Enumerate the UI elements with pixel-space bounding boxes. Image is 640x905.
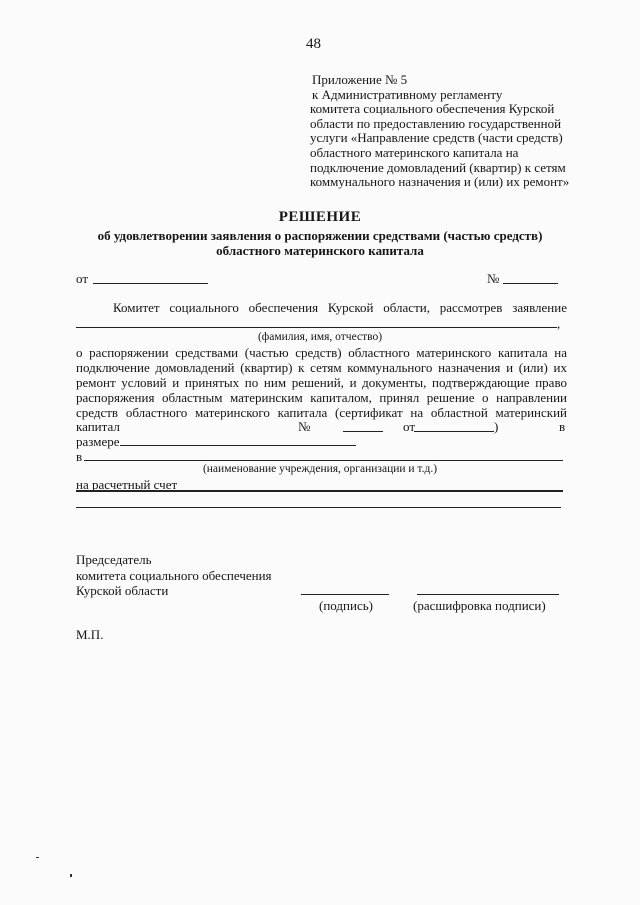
number-label: № [487,271,500,286]
scan-speck [36,857,39,858]
appendix-line: областного материнского капитала на [310,144,519,160]
number-field[interactable] [503,283,558,284]
name-caption: (фамилия, имя, отчество) [257,331,383,343]
applicant-name-field[interactable] [76,327,557,328]
certificate-date-field[interactable] [414,431,494,432]
date-label: от [76,271,89,286]
body-line: распоряжения областным материнским капиталом, принял решение о направлении [76,390,567,405]
intro-text: Комитет социального обеспечения Курской области, рассмотрев заявление [113,300,567,315]
stamp-label: М.П. [76,627,104,642]
capital-number-label: № [298,419,311,434]
capital-in-label: в [559,419,566,434]
scan-speck [70,874,72,877]
amount-field[interactable] [120,445,356,446]
signature-decode-field[interactable] [417,594,559,595]
account-label: на расчетный счет [76,477,178,492]
in-label: в [76,449,83,464]
signature-caption: (подпись) [319,598,373,613]
appendix-header [310,73,569,190]
document-title: РЕШЕНИЕ [278,209,362,225]
signatory-line: Курской области [76,583,169,598]
signature-decode-caption: (расшифровка подписи) [413,598,546,613]
signature-field[interactable] [301,594,389,595]
body-text [76,345,567,420]
appendix-line: подключение домовладений (квартир) к сетям [310,159,566,175]
name-comma: , [557,316,561,331]
document-subtitle-line: об удовлетворении заявления о распоряжении средствами (частью средств) [97,228,543,243]
appendix-line: комитета социального обеспечения Курской [310,101,555,117]
amount-label: размере [76,434,120,449]
signatory-block [76,552,272,599]
body-line: ремонт условий и принятых по ним решений, и документы, подтверждающие право [76,375,567,390]
body-line: средств областного материнского капитала (сертификат на областной материнский [76,405,567,420]
account-field[interactable] [76,490,563,492]
capital-label: капитал [76,419,120,434]
appendix-line: коммунального назначения и (или) их ремонт» [310,174,570,190]
appendix-line: услуги «Направление средств (части средств) [310,130,563,146]
date-field[interactable] [93,283,208,284]
signatory-line: комитета социального обеспечения [76,567,272,583]
institution-field[interactable] [84,460,563,461]
institution-caption: (наименование учреждения, организации и т.д.) [202,463,438,475]
capital-paren: ) [494,419,499,434]
account-extra-field[interactable] [76,507,561,508]
appendix-line: Приложение № 5 [312,72,408,87]
certificate-number-field[interactable] [343,431,383,432]
document-subtitle-line: областного материнского капитала [216,243,424,258]
signatory-line: Председатель [76,552,152,567]
body-line: о распоряжении средствами (частью средств) областного материнского капитала на [76,345,567,360]
body-line: подключение домовладений (квартир) к сетям коммунального назначения и (или) их [76,360,567,375]
page-number: 48 [306,36,321,52]
capital-from-label: от [403,419,416,434]
appendix-line: области по предоставлению государственной [310,115,562,131]
appendix-line: к Административному регламенту [312,86,503,102]
